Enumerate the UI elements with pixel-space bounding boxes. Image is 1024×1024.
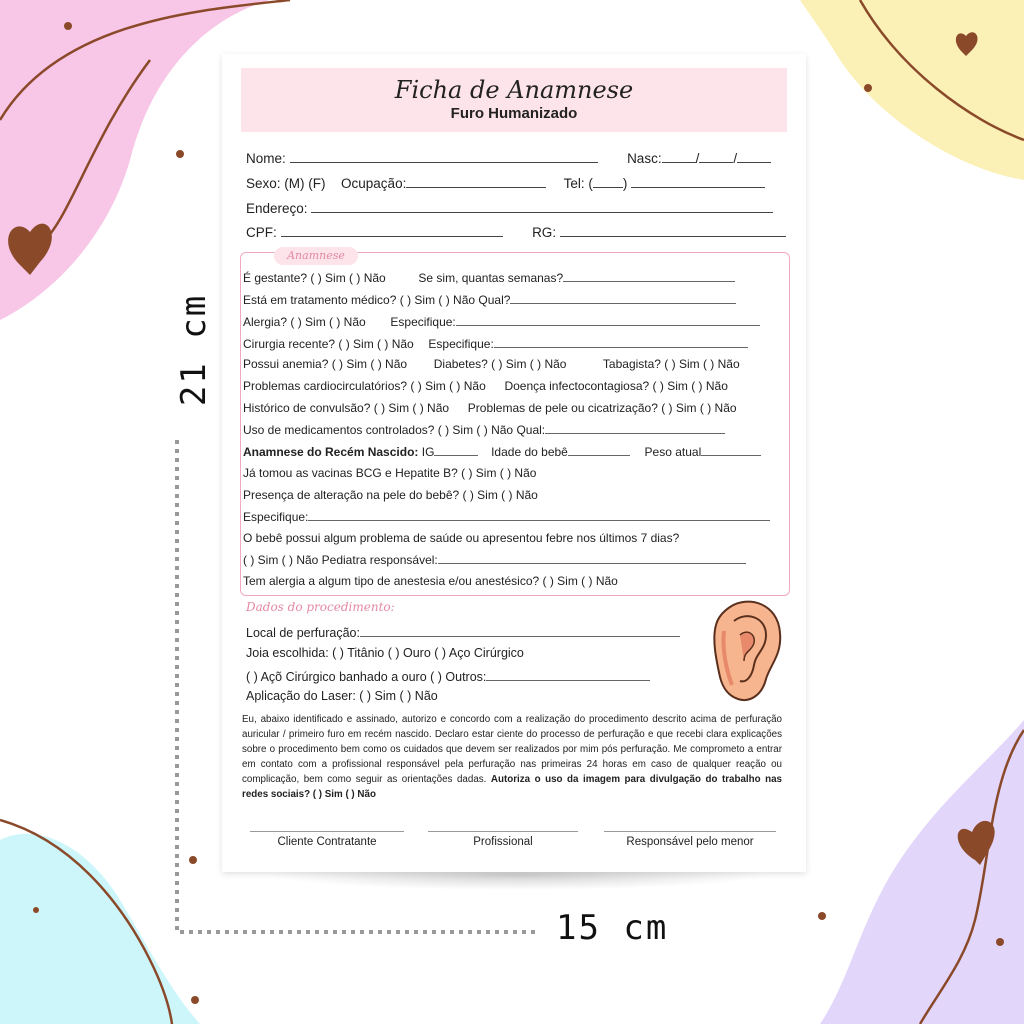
image-consent-text: Autoriza o uso da imagem para divulgação do trabalho nas redes sociais? ( ) Sim ( ) Não <box>242 774 782 800</box>
signature-label: Profissional <box>473 836 533 848</box>
height-dimension-label: 21 cm <box>174 293 215 407</box>
question-vacinas <box>243 466 536 480</box>
form-title: Ficha de Anamnese <box>394 76 634 104</box>
procedure-section-label: Dados do procedimento: <box>246 600 395 614</box>
question-pediatra <box>243 552 746 567</box>
question-text: Anamnese do Recém Nascido: <box>243 445 419 459</box>
outros-field[interactable] <box>486 668 650 681</box>
tel-field[interactable] <box>631 173 765 188</box>
question-text: Presença de alteração na pele do bebê? ( ) Sim ( ) Não <box>243 488 538 502</box>
date-separator: / <box>733 151 738 166</box>
signature-line[interactable] <box>428 831 578 832</box>
declaration-paragraph <box>242 712 782 802</box>
question-text: Possui anemia? ( ) Sim ( ) Não <box>243 357 408 371</box>
question-alergia <box>243 314 760 329</box>
nasc-day-field[interactable] <box>662 148 696 163</box>
procedure-text: ( ) Açõ Cirúrgico banhado a ouro ( ) Outros: <box>246 670 487 684</box>
tel-ddd-field[interactable] <box>593 173 623 188</box>
answer-field[interactable] <box>456 314 760 326</box>
question-especifique <box>243 509 770 524</box>
question-recem-nascido <box>243 444 761 459</box>
endereco-field[interactable] <box>311 198 773 213</box>
nasc-label: Nasc: <box>627 151 662 166</box>
anamnesis-form-sheet <box>222 54 806 872</box>
anamnese-section-label: Anamnese <box>274 247 358 265</box>
peso-field[interactable] <box>701 444 761 456</box>
idade-field[interactable] <box>568 444 630 456</box>
nasc-year-field[interactable] <box>737 148 771 163</box>
question-anestesia <box>243 574 618 588</box>
question-text: Cirurgia recente? ( ) Sim ( ) Não <box>243 337 414 351</box>
cpf-row <box>246 222 786 242</box>
question-text: É gestante? ( ) Sim ( ) Não <box>243 271 386 285</box>
answer-field[interactable] <box>438 552 746 564</box>
nome-label: Nome: <box>246 151 286 166</box>
ig-field[interactable] <box>434 444 478 456</box>
signature-profissional <box>428 831 578 848</box>
question-text: Já tomou as vacinas BCG e Hepatite B? ( ) Sim ( ) Não <box>243 466 537 480</box>
question-text: Peso atual <box>644 445 702 459</box>
question-text: Se sim, quantas semanas? <box>418 271 564 285</box>
question-text: O bebê possui algum problema de saúde ou apresentou febre nos últimos 7 dias? <box>243 531 680 545</box>
ocupacao-label: Ocupação: <box>341 176 407 191</box>
procedure-text: Local de perfuração: <box>246 626 360 640</box>
sexo-label: Sexo: (M) (F) <box>246 176 326 191</box>
tel-close: ) <box>622 176 628 191</box>
answer-field[interactable] <box>494 336 748 348</box>
form-subtitle: Furo Humanizado <box>450 105 578 122</box>
ear-icon <box>710 599 786 703</box>
local-field[interactable] <box>360 624 680 637</box>
lilac-blob <box>820 720 1024 1024</box>
sexo-row <box>246 173 765 193</box>
declaration-text: Eu, abaixo identificado e assinado, autorizo e concordo com a realização do procedimento descrito acima de perfuração auricular / primeiro furo em recém nascido. Declaro estar ciente do processo de perfuração e que recebi clara explicações sobre o procedimento bem como os cuidados que devem ser realizados por mim pós perfuração. Me comprometo a entrar em contato com a profissional responsável pela perfuração nas primeiras 24 horas em caso de qualquer reação ou complicação, bem como seguir as orientações dadas. <box>242 714 782 785</box>
form-header <box>241 68 787 132</box>
question-text: Doença infectocontagiosa? ( ) Sim ( ) Não <box>504 379 728 393</box>
question-text: Especifique: <box>390 315 456 329</box>
aco-ouro-row <box>246 668 650 684</box>
width-dimension-label: 15 cm <box>556 908 669 948</box>
question-gestante <box>243 270 735 285</box>
question-text: Especifique: <box>428 337 494 351</box>
answer-field[interactable] <box>308 509 770 521</box>
question-cardio <box>243 379 728 393</box>
answer-field[interactable] <box>545 422 725 434</box>
endereco-label: Endereço: <box>246 201 308 216</box>
nome-row <box>246 148 771 168</box>
question-convulsao <box>243 401 737 415</box>
signature-cliente <box>250 831 404 848</box>
question-text: Alergia? ( ) Sim ( ) Não <box>243 315 366 329</box>
question-text: Tabagista? ( ) Sim ( ) Não <box>602 357 740 371</box>
question-text: Problemas de pele ou cicatrização? ( ) Sim ( ) Não <box>467 401 737 415</box>
nasc-month-field[interactable] <box>699 148 733 163</box>
endereco-row <box>246 198 773 218</box>
nome-field[interactable] <box>290 148 598 163</box>
cpf-field[interactable] <box>281 222 503 237</box>
question-text: Diabetes? ( ) Sim ( ) Não <box>433 357 567 371</box>
date-separator: / <box>695 151 700 166</box>
question-text: Tem alergia a algum tipo de anestesia e/ou anestésico? ( ) Sim ( ) Não <box>243 574 618 588</box>
question-tratamento <box>243 292 736 307</box>
question-text: Está em tratamento médico? ( ) Sim ( ) Não Qual? <box>243 293 511 307</box>
procedure-text: Joia escolhida: ( ) Titânio ( ) Ouro ( ) Aço Cirúrgico <box>246 646 524 660</box>
question-medicamentos <box>243 422 725 437</box>
procedure-text: Aplicação do Laser: ( ) Sim ( ) Não <box>246 689 438 703</box>
answer-field[interactable] <box>563 270 735 282</box>
local-perfuracao-row <box>246 624 680 640</box>
question-pele-bebe <box>243 488 538 502</box>
signature-line[interactable] <box>250 831 404 832</box>
signature-line[interactable] <box>604 831 776 832</box>
rg-field[interactable] <box>560 222 786 237</box>
cyan-blob <box>0 834 200 1024</box>
question-text: Uso de medicamentos controlados? ( ) Sim ( ) Não Qual: <box>243 423 546 437</box>
question-text: IG <box>421 445 435 459</box>
yellow-blob <box>800 0 1024 180</box>
answer-field[interactable] <box>510 292 736 304</box>
question-text: Idade do bebê <box>491 445 568 459</box>
signature-responsavel <box>604 831 776 848</box>
question-text: Problemas cardiocirculatórios? ( ) Sim ( ) Não <box>243 379 486 393</box>
rg-label: RG: <box>532 225 557 240</box>
question-text: Histórico de convulsão? ( ) Sim ( ) Não <box>243 401 450 415</box>
ocupacao-field[interactable] <box>406 173 546 188</box>
signature-label: Cliente Contratante <box>277 836 377 848</box>
question-cirurgia <box>243 336 748 351</box>
joia-row <box>246 646 524 660</box>
question-text: Especifique: <box>243 510 309 524</box>
cpf-label: CPF: <box>246 225 277 240</box>
tel-label: Tel: ( <box>563 176 593 191</box>
question-anemia <box>243 357 740 371</box>
question-text: ( ) Sim ( ) Não Pediatra responsável: <box>243 553 438 567</box>
question-febre <box>243 531 679 545</box>
laser-row <box>246 689 438 703</box>
signature-label: Responsável pelo menor <box>626 836 754 848</box>
